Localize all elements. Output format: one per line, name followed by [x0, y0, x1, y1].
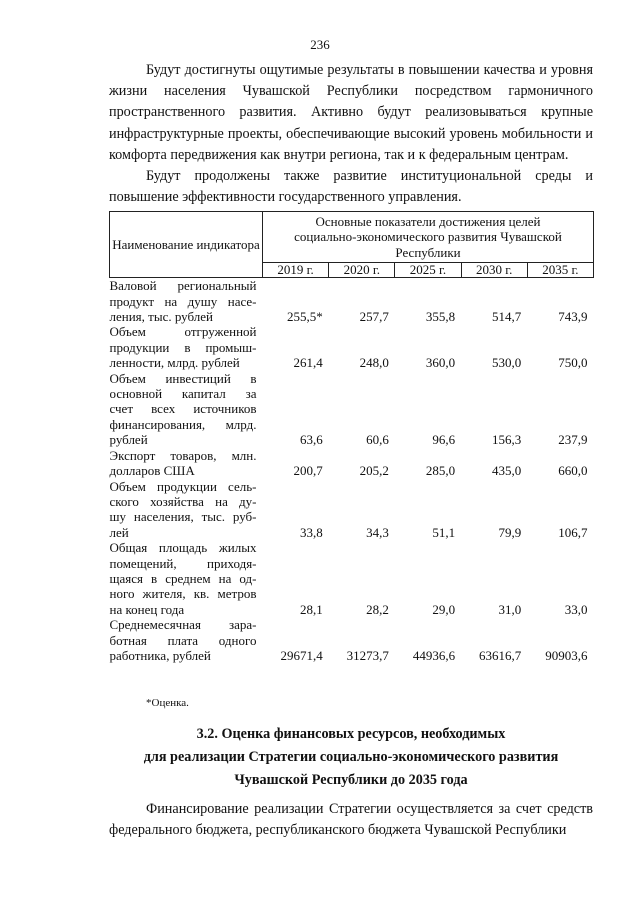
indicator-value: 530,0 [492, 355, 522, 371]
indicator-label-line: долларов США [109, 463, 195, 479]
indicator-label-line: продукции в промыш- [109, 339, 257, 355]
indicator-value: 44936,6 [412, 647, 456, 663]
paragraph-institutional: Будут продолжены также развитие институциональной среды и повышение эффективности государственного управления. [109, 168, 593, 206]
indicator-value: 255,5* [286, 309, 323, 325]
indicator-value: 51,1 [432, 524, 456, 540]
table-row [110, 479, 594, 541]
indicator-value: 96,6 [432, 432, 456, 448]
indicator-value: 237,9 [558, 432, 588, 448]
table-row [110, 448, 594, 479]
indicator-label-line: Экспорт товаров, млн. [109, 447, 257, 463]
indicator-value: 28,1 [299, 601, 323, 617]
indicator-value: 435,0 [492, 463, 522, 479]
indicator-label-line: счет всех источников [109, 401, 257, 417]
paragraph-results: Будут достигнуты ощутимые результаты в повышении качества и уровня жизни населения Чувашской Республики посредством гармоничного пространственного развития. Активно будут реализовываться крупные инфраструктурные проекты, обеспечивающие высокий уровень мобильности и комфорта передвижения как внутри региона, так и к федеральным центрам. [109, 62, 593, 163]
indicator-label-line: шу населения, тыс. руб- [109, 509, 257, 525]
indicator-label-line: рублей [109, 432, 148, 448]
indicator-label-line: на конец года [109, 601, 185, 617]
indicator-value: 31,0 [498, 601, 522, 617]
indicator-label-line: продукт на душу насе- [109, 293, 257, 309]
indicator-label-line: Валовой региональный [109, 278, 257, 294]
indicator-value: 60,6 [366, 432, 389, 448]
indicator-value: 205,2 [359, 463, 389, 479]
indicator-label-line: Общая площадь жилых [109, 540, 257, 556]
header-group: Основные показатели достижения целей социально-экономического развития Чувашской Республики [263, 212, 594, 263]
indicator-label-line: основной капитал за [109, 386, 257, 402]
section-heading-line: Чувашской Республики до 2035 года [234, 772, 468, 788]
indicator-label-line: Объем продукции сель- [109, 478, 257, 494]
indicator-value: 31273,7 [346, 647, 389, 663]
indicator-value: 248,0 [359, 355, 389, 371]
indicator-label [110, 540, 263, 617]
indicator-label-line: Объем инвестиций в [109, 370, 257, 386]
indicator-label-line: Объем отгруженной [109, 324, 257, 340]
section-heading-line: 3.2. Оценка финансовых ресурсов, необходимых [196, 726, 506, 742]
table-row [110, 540, 594, 617]
indicator-label-line: помещений, приходя- [109, 555, 257, 571]
indicator-value: 90903,6 [545, 647, 588, 663]
indicator-value: 514,7 [492, 309, 522, 325]
indicator-value: 743,9 [558, 309, 588, 325]
indicator-label-line: ленности, млрд. рублей [109, 355, 240, 371]
indicator-value: 285,0 [425, 463, 456, 479]
indicator-label [110, 278, 263, 325]
indicator-value: 257,7 [359, 309, 389, 325]
indicator-label [110, 371, 263, 448]
header-year: 2030 г. [461, 263, 527, 278]
indicator-label-line: ления, тыс. рублей [109, 309, 213, 325]
table-row [110, 371, 594, 448]
footnote: *Оценка. [146, 697, 189, 709]
indicator-label-line: Среднемесячная зара- [109, 617, 257, 633]
indicator-label [110, 448, 263, 479]
indicator-label-line: работника, рублей [109, 647, 211, 663]
indicator-label-line: щаяся в среднем на од- [109, 570, 257, 586]
table-row [110, 278, 594, 325]
indicator-label-line: ботная плата одного [109, 632, 257, 648]
indicator-label [110, 479, 263, 541]
indicator-value: 63,6 [299, 432, 323, 448]
indicator-value: 34,3 [366, 524, 389, 540]
indicator-value: 79,9 [498, 524, 522, 540]
table-row [110, 324, 594, 370]
indicator-value: 29671,4 [280, 647, 323, 663]
table-body [110, 278, 594, 664]
header-year: 2025 г. [395, 263, 461, 278]
indicator-value: 33,0 [564, 601, 588, 617]
indicator-value: 660,0 [558, 463, 588, 479]
indicator-value: 29,0 [432, 601, 456, 617]
indicator-value: 106,7 [558, 524, 588, 540]
indicator-value: 355,8 [425, 309, 456, 325]
indicator-label-line: ного жителя, кв. метров [109, 586, 257, 602]
indicator-value: 63616,7 [479, 647, 522, 663]
indicator-label-line: финансирования, млрд. [109, 416, 257, 432]
indicator-value: 33,8 [299, 524, 323, 540]
header-year: 2035 г. [527, 263, 593, 278]
indicator-value: 200,7 [293, 463, 323, 479]
indicator-value: 156,3 [492, 432, 522, 448]
section-heading-line: для реализации Стратегии социально-экономического развития [143, 749, 559, 765]
header-year: 2020 г. [329, 263, 395, 278]
indicator-label [110, 324, 263, 370]
page-number: 236 [310, 37, 330, 52]
paragraph-financing: Финансирование реализации Стратегии осуществляется за счет средств федерального бюджета, республиканского бюджета Чувашской Республики [109, 801, 593, 839]
indicator-label-line: лей [109, 524, 129, 540]
indicators-table [109, 211, 594, 663]
indicator-value: 28,2 [366, 601, 389, 617]
header-indicator-name: Наименование индикатора [110, 212, 263, 278]
table-row [110, 617, 594, 663]
indicator-value: 360,0 [425, 355, 456, 371]
header-year: 2019 г. [263, 263, 329, 278]
indicator-label-line: ского хозяйства на ду- [109, 493, 257, 509]
indicator-value: 750,0 [558, 355, 588, 371]
indicator-value: 261,4 [293, 355, 323, 371]
indicator-label [110, 617, 263, 663]
